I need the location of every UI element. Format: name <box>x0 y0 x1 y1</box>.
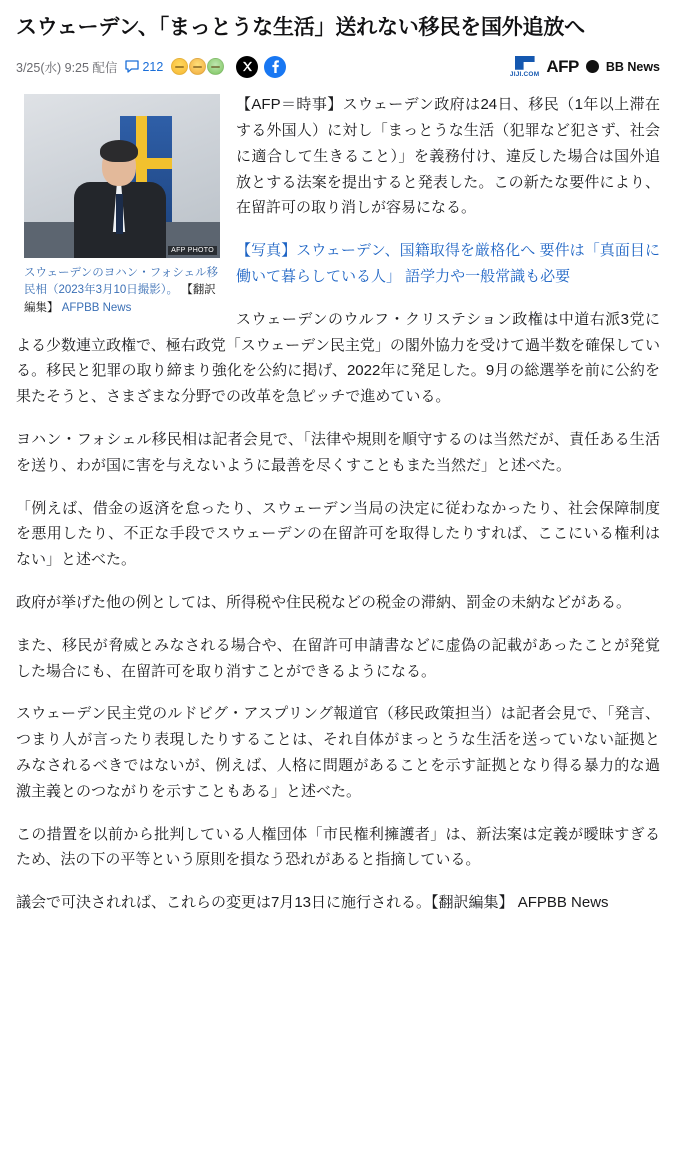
share-buttons <box>236 56 286 78</box>
photo-caption-text: スウェーデンのヨハン・フォシェル移民相（2023年3月10日撮影）。 <box>24 267 219 297</box>
article-paragraph: 議会で可決されれば、これらの変更は7月13日に施行される。【翻訳編集】 AFPBB News <box>16 894 609 912</box>
comment-count-label: 212 <box>142 59 164 74</box>
article-figure <box>24 94 220 317</box>
publisher-brands <box>510 56 660 79</box>
jiji-mark-icon <box>515 56 535 70</box>
article-paragraph: スウェーデン民主党のルドビグ・アスプリング報道官（移民政策担当）は記者会見で、「発言、つまり人が言ったり表現したりすることは、それ自体がまっとうな生活を送っていない証拠とみなされるべきではないが、例えば、人格に問題があることを示す証拠となり得る暴力的な過激主義とのつながりを示すこともある」と述べた。 <box>16 705 660 800</box>
photo-caption-editor: 【翻訳編集】 <box>24 284 216 314</box>
angry-face-icon[interactable] <box>207 58 224 75</box>
x-twitter-icon[interactable] <box>236 56 258 78</box>
article-body <box>16 92 660 933</box>
photo-caption-source: AFPBB News <box>61 301 132 314</box>
comment-count-link[interactable] <box>125 60 163 74</box>
photo-credit-label: AFP PHOTO <box>168 246 217 255</box>
photo-person-hair <box>100 140 138 162</box>
article-paragraph: ヨハン・フォシェル移民相は記者会見で、「法律や規則を順守するのは当然だが、責任ある生活を送り、わが国に害を与えないように最善を尽くすこともまた当然だ」と述べた。 <box>16 430 660 474</box>
article-paragraph: 「例えば、借金の返済を怠ったり、スウェーデン当局の決定に従わなかったり、社会保障制度を悪用したり、不正な手段でスウェーデンの在留許可を取得したりすれば、ここにいる権利はない」と述べた。 <box>16 499 660 569</box>
reaction-icons[interactable] <box>171 58 224 75</box>
article-paragraph: 政府が挙げた他の例としては、所得税や住民税などの税金の滞納、罰金の未納などがある。 <box>16 593 632 611</box>
bb-news-label: BB News <box>605 59 660 74</box>
article-paragraph: スウェーデンのウルフ・クリステション政権は中道右派3党による少数連立政権で、極右政党「スウェーデン民主党」の閣外協力を受けて過半数を確保している。移民と犯罪の取り締まり強化を公約に掲げ、2022年に発足した。9月の総選挙を前に公約を果たそうと、さまざまな分野での改革を急ピッチで進めている。 <box>16 310 660 406</box>
afp-logo-label: AFP <box>546 56 579 76</box>
facebook-icon[interactable] <box>264 56 286 78</box>
article-photo[interactable] <box>24 94 220 258</box>
photo-caption <box>24 265 220 317</box>
joy-face-icon[interactable] <box>171 58 188 75</box>
related-article-link[interactable]: 【写真】スウェーデン、国籍取得を厳格化へ 要件は「真面目に働いて暮らしている人」 語学力や一般常識も必要 <box>236 242 660 285</box>
photo-person-tie <box>116 194 123 234</box>
page-title: スウェーデン、「まっとうな生活」送れない移民を国外追放へ <box>16 16 585 39</box>
bb-news-dot-icon <box>586 60 599 73</box>
comment-bubble-icon <box>125 60 139 73</box>
article-paragraph: この措置を以前から批判している人権団体「市民権利擁護者」は、新法案は定義が曖昧すぎるため、法の下の平等という原則を損なう恐れがあると指摘している。 <box>16 825 660 869</box>
article-paragraph: また、移民が脅威とみなされる場合や、在留許可申請書などに虚偽の記載があったことが発覚した場合にも、在留許可を取り消すことができるようになる。 <box>16 636 660 680</box>
sad-face-icon[interactable] <box>189 58 206 75</box>
jiji-logo-label: JIJI.COM <box>509 70 540 78</box>
article-paragraph: 【AFP＝時事】スウェーデン政府は24日、移民（1年以上滞在する外国人）に対し「まっとうな生活（犯罪など犯さず、社会に適合して生きること）」を義務付け、違反した場合は国外追放とする法案を提出すると発表した。この新たな要件により、在留許可の取り消しが容易になる。 <box>236 96 660 217</box>
article-meta-row <box>16 56 660 79</box>
publish-timestamp: 3/25(水) 9:25 配信 <box>16 60 118 75</box>
jiji-com-logo <box>510 56 539 79</box>
